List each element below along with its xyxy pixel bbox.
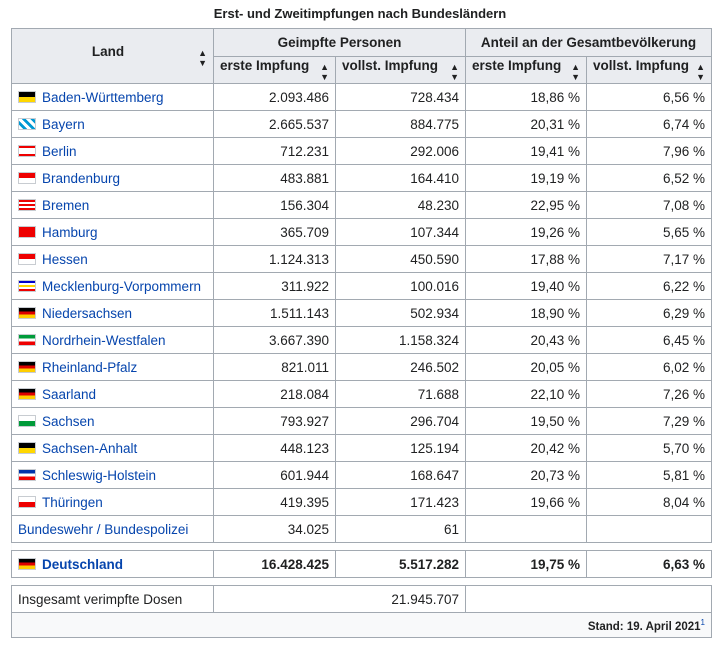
erste-impfung-cell: 365.709 — [214, 219, 336, 246]
header-geimpfte: Geimpfte Personen — [214, 29, 466, 57]
doses-value: 21.945.707 — [214, 586, 466, 613]
erste-impfung-cell: 2.665.537 — [214, 111, 336, 138]
anteil-vollst-cell: 8,04 % — [587, 489, 712, 516]
header-anteil-erste[interactable]: erste Impfung ▲ ▼ — [466, 57, 587, 84]
land-name[interactable]: Nordrhein-Westfalen — [12, 327, 214, 354]
anteil-vollst-cell: 7,17 % — [587, 246, 712, 273]
vollst-impfung-cell: 48.230 — [336, 192, 466, 219]
land-name[interactable]: Sachsen — [12, 408, 214, 435]
header-anteil: Anteil an der Gesamtbevölkerung — [466, 29, 712, 57]
erste-impfung-cell: 483.881 — [214, 165, 336, 192]
vaccination-table — [11, 28, 712, 638]
flag-sn-icon — [18, 415, 36, 427]
bund-erste: 34.025 — [214, 516, 336, 543]
flag-mv-icon — [18, 280, 36, 292]
table-row-stand — [12, 613, 712, 638]
vollst-impfung-cell: 246.502 — [336, 354, 466, 381]
table-row — [12, 408, 712, 435]
vollst-impfung-cell: 728.434 — [336, 84, 466, 111]
flag-bb-icon — [18, 172, 36, 184]
table-row — [12, 354, 712, 381]
erste-impfung-cell: 156.304 — [214, 192, 336, 219]
erste-impfung-cell: 218.084 — [214, 381, 336, 408]
sort-arrows-icon[interactable]: ▲ ▼ — [696, 62, 705, 82]
table-row — [12, 435, 712, 462]
sort-arrows-icon[interactable]: ▲ ▼ — [450, 62, 459, 82]
erste-impfung-cell: 712.231 — [214, 138, 336, 165]
land-name[interactable]: Bremen — [12, 192, 214, 219]
flag-by-icon — [18, 118, 36, 130]
anteil-vollst-cell: 5,81 % — [587, 462, 712, 489]
header-erste-impfung[interactable]: erste Impfung ▲ ▼ — [214, 57, 336, 84]
vollst-impfung-cell: 292.006 — [336, 138, 466, 165]
anteil-vollst-cell: 6,56 % — [587, 84, 712, 111]
flag-nw-icon — [18, 334, 36, 346]
vollst-impfung-cell: 502.934 — [336, 300, 466, 327]
sort-arrows-icon[interactable]: ▲ ▼ — [571, 62, 580, 82]
anteil-erste-cell: 19,50 % — [466, 408, 587, 435]
table-caption: Erst- und Zweitimpfungen nach Bundesländern — [213, 6, 507, 21]
sort-arrows-icon[interactable]: ▲ ▼ — [198, 48, 207, 68]
vollst-impfung-cell: 71.688 — [336, 381, 466, 408]
flag-be-icon — [18, 145, 36, 157]
erste-impfung-cell: 311.922 — [214, 273, 336, 300]
total-name[interactable]: Deutschland — [12, 551, 214, 578]
anteil-vollst-cell: 7,08 % — [587, 192, 712, 219]
land-name[interactable]: Thüringen — [12, 489, 214, 516]
bund-anteil-vollst — [587, 516, 712, 543]
vollst-impfung-cell: 1.158.324 — [336, 327, 466, 354]
header-anteil-vollst[interactable]: vollst. Impfung ▲ ▼ — [587, 57, 712, 84]
land-name[interactable]: Berlin — [12, 138, 214, 165]
anteil-erste-cell: 19,66 % — [466, 489, 587, 516]
anteil-vollst-cell: 7,96 % — [587, 138, 712, 165]
table-row-total — [12, 551, 712, 578]
land-name[interactable]: Niedersachsen — [12, 300, 214, 327]
table-row — [12, 192, 712, 219]
anteil-erste-cell: 18,90 % — [466, 300, 587, 327]
table-row — [12, 381, 712, 408]
row-spacer — [12, 543, 712, 551]
table-row-bundeswehr — [12, 516, 712, 543]
vollst-impfung-cell: 450.590 — [336, 246, 466, 273]
table-row — [12, 462, 712, 489]
erste-impfung-cell: 793.927 — [214, 408, 336, 435]
header-land[interactable] — [12, 29, 214, 84]
anteil-erste-cell: 19,19 % — [466, 165, 587, 192]
land-name[interactable]: Bayern — [12, 111, 214, 138]
sort-arrows-icon[interactable]: ▲ ▼ — [320, 62, 329, 82]
land-name[interactable]: Sachsen-Anhalt — [12, 435, 214, 462]
anteil-vollst-cell: 7,29 % — [587, 408, 712, 435]
table-row — [12, 273, 712, 300]
erste-impfung-cell: 601.944 — [214, 462, 336, 489]
vollst-impfung-cell: 296.704 — [336, 408, 466, 435]
total-anteil-erste: 19,75 % — [466, 551, 587, 578]
anteil-vollst-cell: 7,26 % — [587, 381, 712, 408]
table-row — [12, 300, 712, 327]
flag-th-icon — [18, 496, 36, 508]
land-name[interactable]: Baden-Württemberg — [12, 84, 214, 111]
land-name[interactable]: Hamburg — [12, 219, 214, 246]
doses-label: Insgesamt verimpfte Dosen — [12, 586, 214, 613]
bund-anteil-erste — [466, 516, 587, 543]
stand-note: Stand: 19. April 2021$^1$ — [12, 613, 712, 638]
anteil-erste-cell: 18,86 % — [466, 84, 587, 111]
anteil-vollst-cell: 6,74 % — [587, 111, 712, 138]
row-spacer — [12, 578, 712, 586]
vollst-impfung-cell: 168.647 — [336, 462, 466, 489]
total-vollst: 5.517.282 — [336, 551, 466, 578]
flag-ni-icon — [18, 307, 36, 319]
vollst-impfung-cell: 884.775 — [336, 111, 466, 138]
land-name[interactable]: Hessen — [12, 246, 214, 273]
anteil-erste-cell: 20,73 % — [466, 462, 587, 489]
anteil-erste-cell: 17,88 % — [466, 246, 587, 273]
vollst-impfung-cell: 100.016 — [336, 273, 466, 300]
header-vollst-impfung[interactable]: vollst. Impfung ▲ ▼ — [336, 57, 466, 84]
land-name[interactable]: Schleswig-Holstein — [12, 462, 214, 489]
erste-impfung-cell: 3.667.390 — [214, 327, 336, 354]
anteil-vollst-cell: 6,45 % — [587, 327, 712, 354]
bund-name[interactable]: Bundeswehr / Bundespolizei — [12, 516, 214, 543]
anteil-vollst-cell: 5,70 % — [587, 435, 712, 462]
erste-impfung-cell: 2.093.486 — [214, 84, 336, 111]
erste-impfung-cell: 1.124.313 — [214, 246, 336, 273]
flag-rp-icon — [18, 361, 36, 373]
land-name[interactable]: Rheinland-Pfalz — [12, 354, 214, 381]
land-name[interactable]: Mecklenburg-Vorpommern — [12, 273, 214, 300]
flag-hb-icon — [18, 199, 36, 211]
erste-impfung-cell: 419.395 — [214, 489, 336, 516]
flag-de-icon — [18, 558, 36, 570]
footnote-ref[interactable]: 1 — [700, 617, 705, 627]
anteil-erste-cell: 22,10 % — [466, 381, 587, 408]
bund-vollst: 61 — [336, 516, 466, 543]
flag-bw-icon — [18, 91, 36, 103]
flag-he-icon — [18, 253, 36, 265]
land-name[interactable]: Saarland — [12, 381, 214, 408]
anteil-erste-cell: 19,41 % — [466, 138, 587, 165]
table-row — [12, 165, 712, 192]
vollst-impfung-cell: 125.194 — [336, 435, 466, 462]
anteil-erste-cell: 19,40 % — [466, 273, 587, 300]
anteil-vollst-cell: 6,29 % — [587, 300, 712, 327]
erste-impfung-cell: 448.123 — [214, 435, 336, 462]
anteil-erste-cell: 19,26 % — [466, 219, 587, 246]
vollst-impfung-cell: 164.410 — [336, 165, 466, 192]
anteil-erste-cell: 20,43 % — [466, 327, 587, 354]
table-row — [12, 327, 712, 354]
flag-sh-icon — [18, 469, 36, 481]
total-anteil-vollst: 6,63 % — [587, 551, 712, 578]
doses-empty — [466, 586, 712, 613]
flag-st-icon — [18, 442, 36, 454]
table-row — [12, 219, 712, 246]
anteil-vollst-cell: 6,52 % — [587, 165, 712, 192]
table-row — [12, 84, 712, 111]
table-row — [12, 489, 712, 516]
land-name[interactable]: Brandenburg — [12, 165, 214, 192]
anteil-vollst-cell: 6,02 % — [587, 354, 712, 381]
anteil-erste-cell: 22,95 % — [466, 192, 587, 219]
vollst-impfung-cell: 171.423 — [336, 489, 466, 516]
table-row — [12, 111, 712, 138]
erste-impfung-cell: 1.511.143 — [214, 300, 336, 327]
total-erste: 16.428.425 — [214, 551, 336, 578]
anteil-vollst-cell: 6,22 % — [587, 273, 712, 300]
table-row — [12, 246, 712, 273]
anteil-erste-cell: 20,05 % — [466, 354, 587, 381]
flag-sl-icon — [18, 388, 36, 400]
header-land-label: Land — [91, 44, 125, 59]
erste-impfung-cell: 821.011 — [214, 354, 336, 381]
anteil-erste-cell: 20,42 % — [466, 435, 587, 462]
anteil-vollst-cell: 5,65 % — [587, 219, 712, 246]
vollst-impfung-cell: 107.344 — [336, 219, 466, 246]
table-row-doses — [12, 586, 712, 613]
anteil-erste-cell: 20,31 % — [466, 111, 587, 138]
flag-hh-icon — [18, 226, 36, 238]
table-row — [12, 138, 712, 165]
